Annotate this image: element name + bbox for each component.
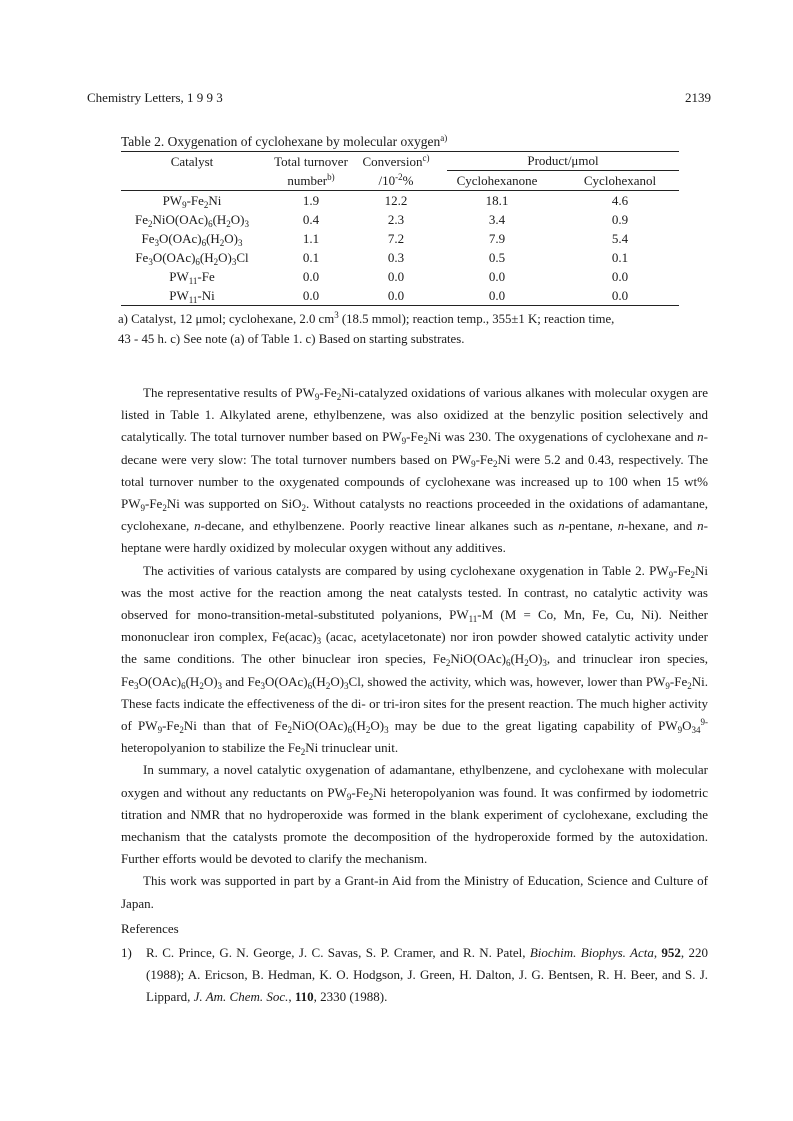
table-header-row-1 bbox=[121, 152, 679, 172]
catalyst-cell: $PW_{11}-Ni$ bbox=[121, 286, 263, 306]
col-product-header: Product/μmol bbox=[433, 152, 679, 172]
col-cyclohexanone-header: Cyclohexanone bbox=[433, 171, 561, 191]
col-cyclohexanol-header: Cyclohexanol bbox=[561, 171, 679, 191]
table-row: $PW_{11}-Fe$ 0.0 0.0 0.0 0.0 bbox=[121, 267, 679, 286]
page-number: 2139 bbox=[685, 90, 711, 105]
journal-name: Chemistry Letters, 1 9 9 3 bbox=[87, 90, 223, 105]
col-conversion-header-1: Conversion$^{c)}$ bbox=[362, 152, 430, 169]
catalyst-cell: $PW_9-Fe_2Ni$ bbox=[162, 192, 222, 210]
table-caption: Table 2. Oxygenation of cyclohexane by molecular oxygen$^{a)}$ bbox=[121, 133, 448, 149]
oxygenation-table bbox=[121, 151, 679, 306]
table-2 bbox=[118, 133, 679, 349]
table-header-row-2 bbox=[121, 171, 679, 191]
catalyst-cell: $Fe_3O(OAc)_6(H_2O)_3Cl$ bbox=[135, 249, 249, 267]
paragraph: The representative results of $PW_9-Fe_2Ni$-catalyzed oxidations of various alkanes with molecular oxygen are listed in Table 1. Alkylated arene, ethylbenzene, was also oxidized at the benzylic position selectively and catalytically. The total turnover number based on $PW_9-Fe_2Ni$ was 230. The oxygenations of cyclohexane and n-decane were very slow: The total turnover numbers based on $PW_9-Fe_2Ni$ were 5.2 and 0.43, respectively. The total turnover number to the oxygenated compounds of cyclohexane was increased up to 100 when 15 wt% $PW_9-Fe_2Ni$ was supported on SiO$_2$. Without catalysts no reactions proceeded in the oxidations of adamantane, cyclohexane, n-decane, and ethylbenzene. Poorly reactive linear alkanes such as n-pentane, n-hexane, and n-heptane were hardly oxidized by molecular oxygen without any additives. bbox=[121, 385, 709, 556]
table-row: $PW_9-Fe_2Ni$ 1.9 12.2 18.1 4.6 bbox=[121, 191, 679, 211]
reference-number: 1) bbox=[121, 945, 132, 960]
paragraph: This work was supported in part by a Grant-in Aid from the Ministry of Education, Science and Culture of Japan. bbox=[121, 873, 708, 911]
references bbox=[121, 918, 708, 1008]
table-notes: a) Catalyst, 12 μmol; cyclohexane, 2.0 $cm^3$ (18.5 mmol); reaction temp., 355±1 K; reaction time, 43 - 45 h. c) See note (a) of Table 1. c) Based on starting substrates. bbox=[118, 310, 615, 346]
col-conversion-unit: $/10^{-2}\%$ bbox=[359, 171, 433, 191]
table-row: $PW_{11}-Ni$ 0.0 0.0 0.0 0.0 bbox=[121, 286, 679, 306]
table-row: $Fe_2NiO(OAc)_6(H_2O)_3$ 0.4 2.3 3.4 0.9 bbox=[121, 210, 679, 229]
col-turnover-header-1: Total turnover bbox=[274, 153, 348, 169]
catalyst-cell: $Fe_2NiO(OAc)_6(H_2O)_3$ bbox=[134, 211, 250, 229]
page-header bbox=[87, 90, 711, 110]
paragraph: In summary, a novel catalytic oxygenation of adamantane, ethylbenzene, and cyclohexane with molecular oxygen and without any reductants on $PW_9-Fe_2Ni$ heteropolyanion was found. It was confirmed by iodometric titration and NMR that no hydroperoxide was formed in the blank experiment of cyclohexane, excluding the mechanism that the catalysts promote the decomposition of the hydroperoxide formed by the autoxidation. Further efforts would be devoted to clarify the mechanism. bbox=[121, 762, 708, 867]
catalyst-cell: $PW_{11}-Fe$ bbox=[169, 268, 215, 286]
catalyst-cell: $Fe_3O(OAc)_6(H_2O)_3$ bbox=[141, 230, 243, 248]
paragraph: The activities of various catalysts are compared by using cyclohexane oxygenation in Table 2. $PW_9-Fe_2Ni$ was the most active for the reaction among the neat catalysts tested. In contrast, no catalytic activity was observed for mono-transition-metal-substituted polyanions, $PW_{11}-M$ (M = Co, Mn, Fe, Cu, Ni). Neither mononuclear iron complex, $Fe(acac)_3$ (acac, acetylacetonate) nor iron powder showed catalytic activity under the same conditions. The other binuclear iron species, $Fe_2NiO(OAc)_6(H_2O)_3$, and trinuclear iron species, $Fe_3O(OAc)_6(H_2O)_3$ and $Fe_3O(OAc)_6(H_2O)_3Cl$, showed the activity, which was, however, lower than $PW_9-Fe_2Ni$. These facts indicate the effectiveness of the di- or tri-iron sites for the present reaction. The much higher activity of $PW_9-Fe_2Ni$ than that of $Fe_2NiO(OAc)_6(H_2O)_3$ may be due to the great ligating capability of $PW_9O_{34}^{9-}$ heteropolyanion to stabilize the $Fe_2Ni$ trinuclear unit. bbox=[121, 562, 708, 758]
col-turnover-header-2: number$^{b)}$ bbox=[263, 171, 359, 191]
references-heading: References bbox=[121, 921, 179, 936]
table-row: $Fe_3O(OAc)_6(H_2O)_3$ 1.1 7.2 7.9 5.4 bbox=[121, 229, 679, 248]
table-row: $Fe_3O(OAc)_6(H_2O)_3Cl$ 0.1 0.3 0.5 0.1 bbox=[121, 248, 679, 267]
col-catalyst-header: Catalyst bbox=[170, 153, 214, 169]
body-text bbox=[121, 382, 708, 915]
reference-item: 1) R. C. Prince, G. N. George, J. C. Savas, S. P. Cramer, and R. N. Patel, Biochim. Biophys. Acta, 952, 220 (1988); A. Ericson, B. Hedman, K. O. Hodgson, J. Green, H. Dalton, J. G. Bentsen, R. H. Beer, and S. J. Lippard, J. Am. Chem. Soc., 110, 2330 (1988). bbox=[121, 942, 708, 1008]
